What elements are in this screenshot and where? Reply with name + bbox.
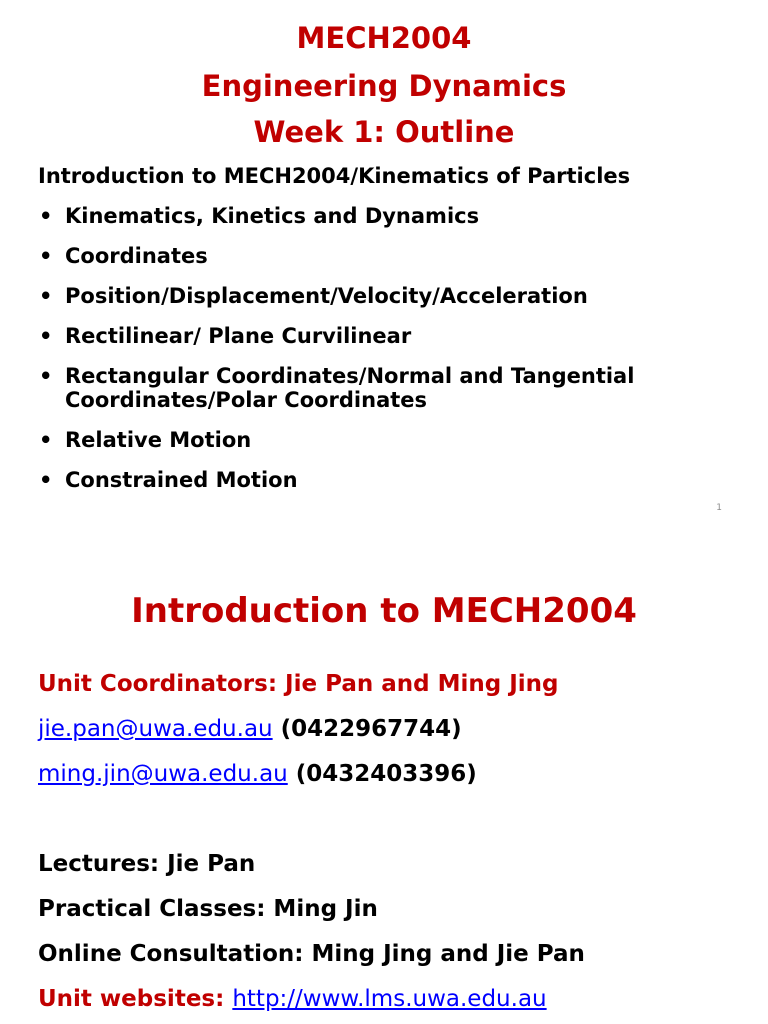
phone-number: (0432403396) — [287, 761, 477, 787]
unit-coordinators: Unit Coordinators: Jie Pan and Ming Jing — [38, 671, 559, 697]
bullet-text: Rectilinear/ Plane Curvilinear — [65, 324, 412, 348]
course-name-title: Engineering Dynamics — [201, 69, 567, 103]
outline-bullet-list — [38, 204, 634, 508]
online-consultation-line: Online Consultation: Ming Jing and Jie Pan — [38, 941, 585, 967]
lectures-line: Lectures: Jie Pan — [38, 851, 256, 877]
email-link-ming-jin[interactable]: ming.jin@uwa.edu.au — [38, 761, 288, 787]
page-number: 1 — [716, 503, 722, 513]
outline-bullet — [38, 364, 634, 412]
bullet-text: Coordinates — [65, 244, 208, 268]
contact-line — [38, 760, 477, 788]
bullet-text: Rectangular Coordinates/Normal and Tangential — [65, 364, 635, 388]
outline-bullet — [38, 428, 634, 452]
bullet-text: Constrained Motion — [65, 468, 298, 492]
outline-bullet — [38, 468, 634, 492]
unit-websites-line — [38, 985, 547, 1013]
practical-classes-line: Practical Classes: Ming Jin — [38, 896, 378, 922]
outline-bullet — [38, 204, 634, 228]
phone-number: (0422967744) — [272, 716, 462, 742]
email-link-jie-pan[interactable]: jie.pan@uwa.edu.au — [38, 716, 273, 742]
outline-intro: Introduction to MECH2004/Kinematics of Particles — [38, 164, 631, 188]
unit-websites-label: Unit websites: — [38, 986, 225, 1012]
outline-bullet — [38, 244, 634, 268]
outline-bullet — [38, 284, 634, 308]
outline-bullet — [38, 324, 634, 348]
week-title: Week 1: Outline — [253, 115, 515, 149]
bullet-text: Kinematics, Kinetics and Dynamics — [65, 204, 480, 228]
introduction-title: Introduction to MECH2004 — [131, 591, 637, 631]
contact-line — [38, 715, 462, 743]
bullet-text: Position/Displacement/Velocity/Acceleration — [65, 284, 588, 308]
course-code-title: MECH2004 — [296, 21, 472, 55]
bullet-text: Relative Motion — [65, 428, 252, 452]
lms-website-link[interactable]: http://www.lms.uwa.edu.au — [232, 986, 547, 1012]
slide-introduction — [0, 528, 768, 1024]
bullet-text-continuation: Coordinates/Polar Coordinates — [65, 388, 428, 412]
